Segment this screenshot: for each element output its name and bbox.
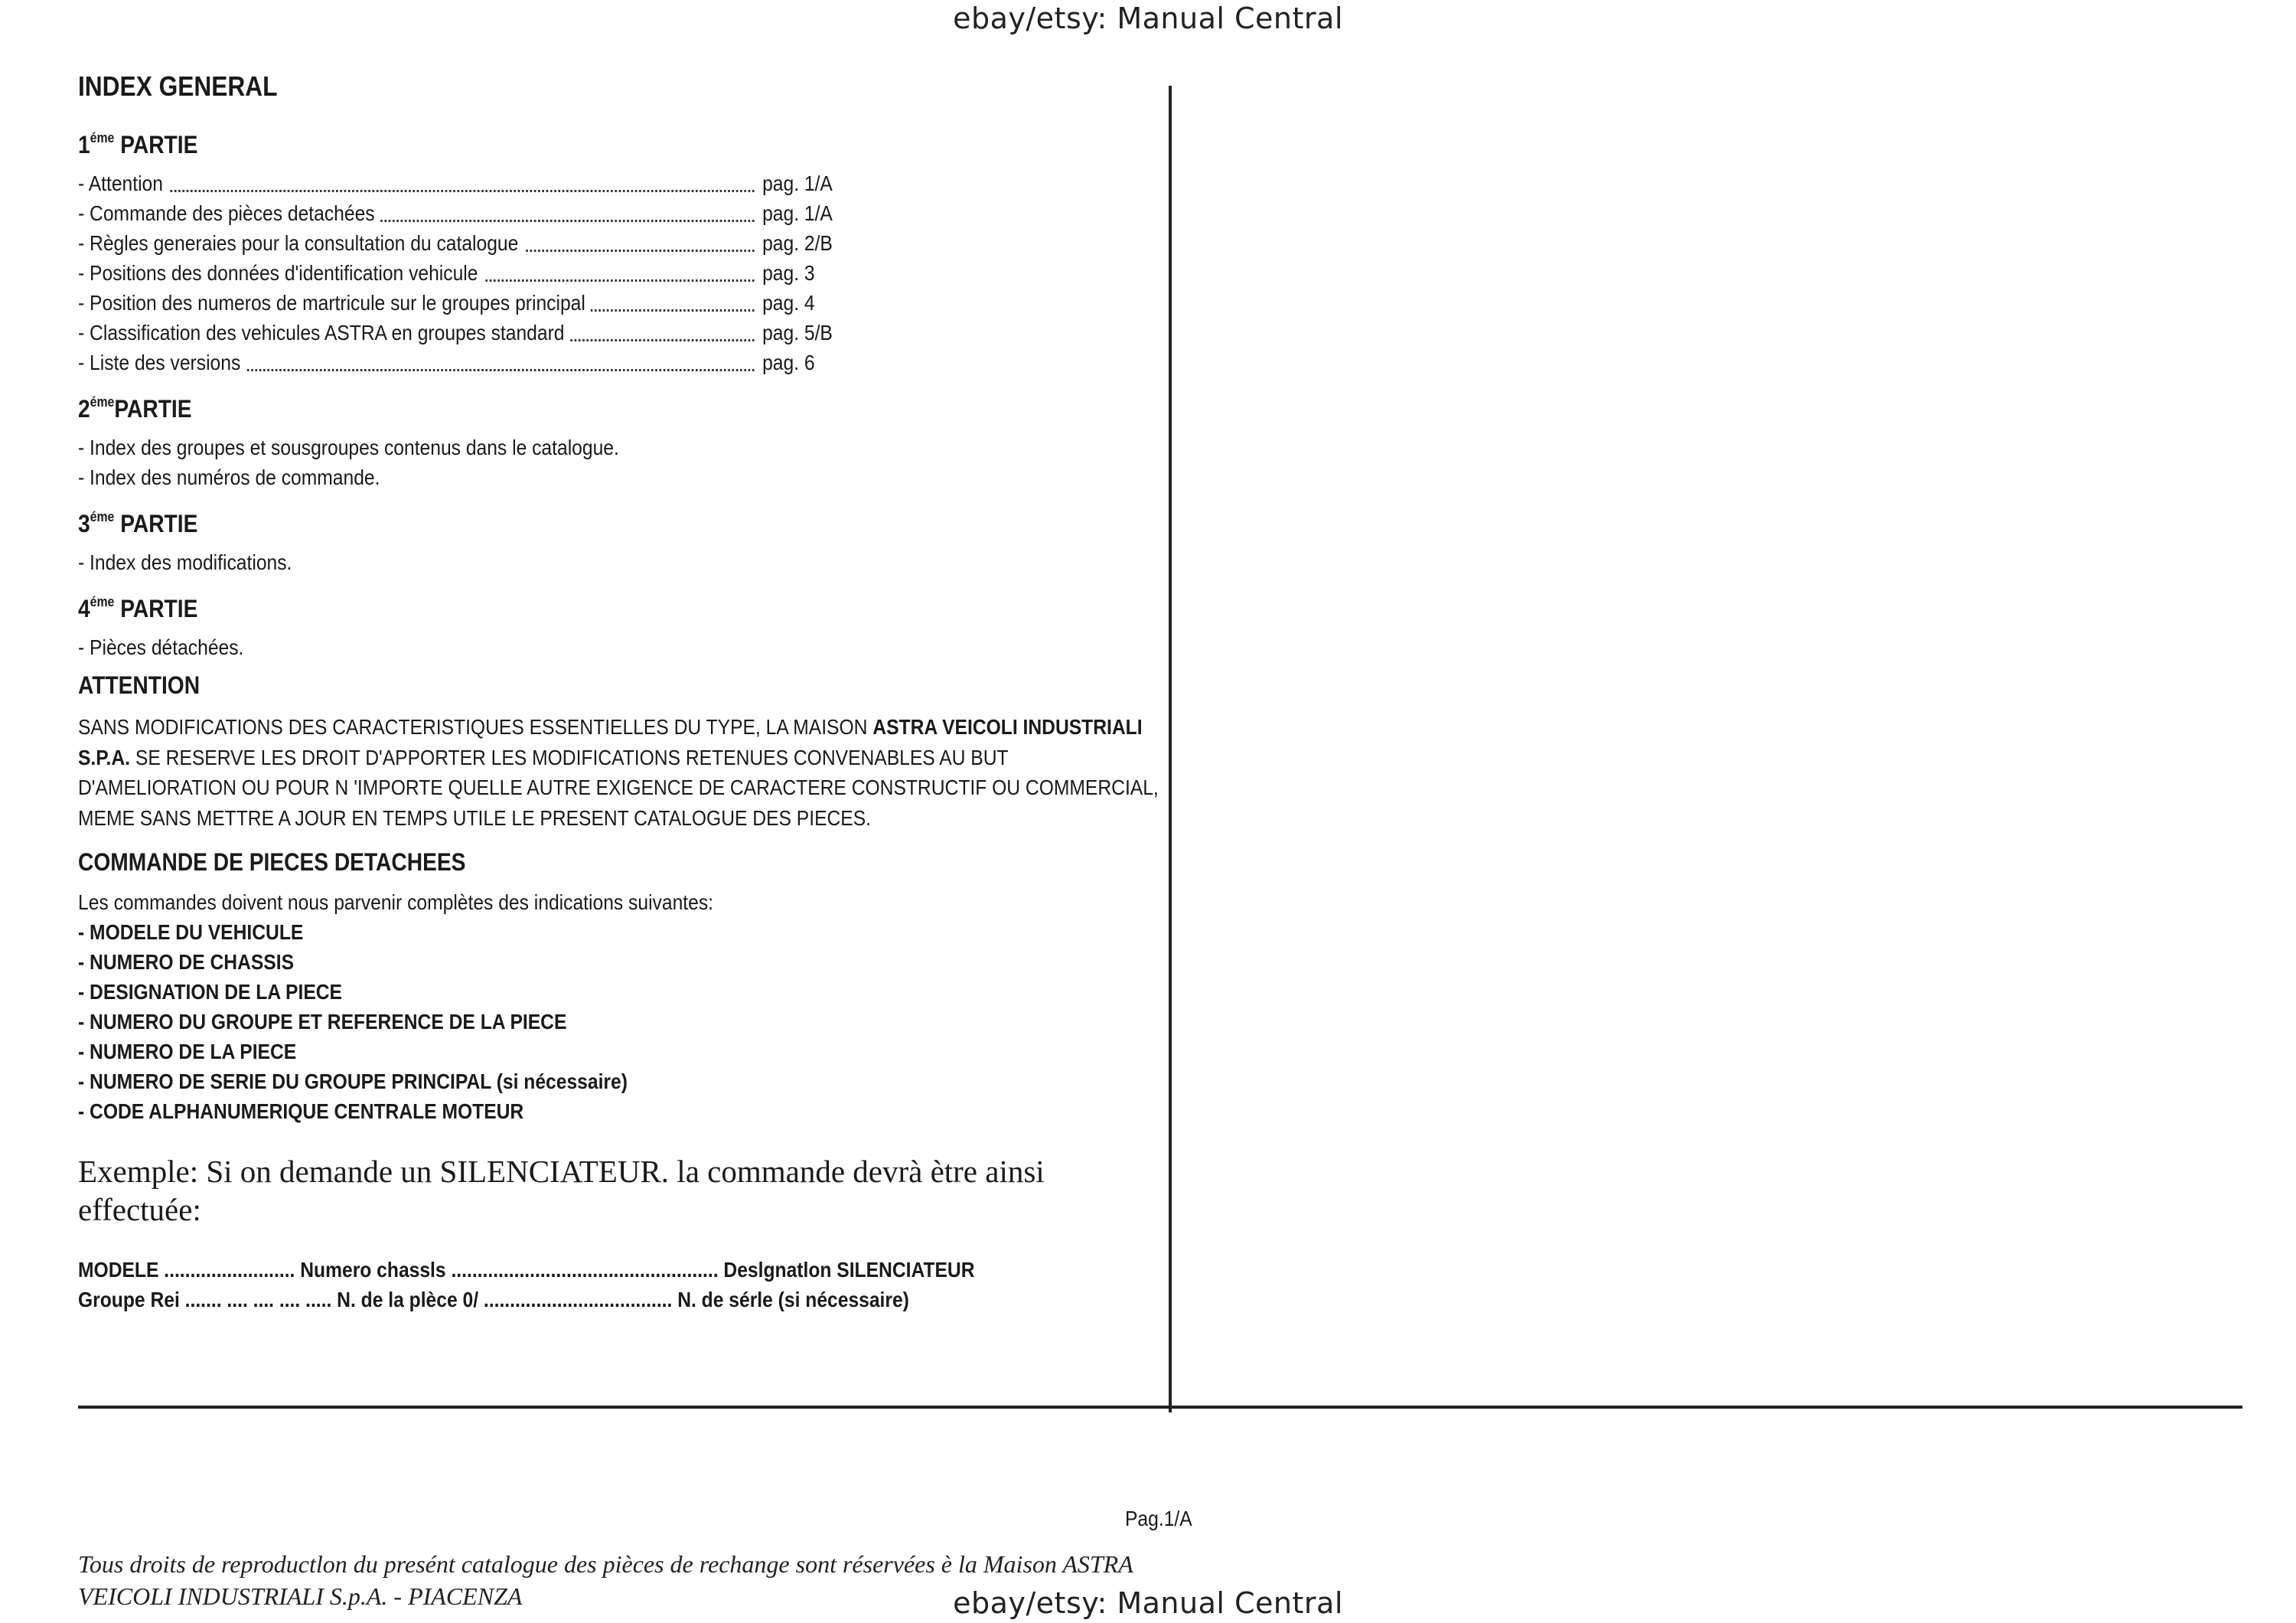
list-item: - NUMERO DU GROUPE ET REFERENCE DE LA PIECE <box>78 1010 567 1034</box>
list-item: - MODELE DU VEHICULE <box>78 920 304 944</box>
page-number: Pag.1/A <box>1125 1507 1192 1530</box>
toc-item: - Règles generaies pour la consultation du catalogue pag. 2/B <box>78 228 846 258</box>
part-4-list <box>78 632 1150 662</box>
horizontal-divider <box>78 1406 2242 1409</box>
toc-item: - Attention pag. 1/A <box>78 168 846 198</box>
attention-heading: ATTENTION <box>78 671 201 699</box>
form-line-modele: MODELE ......................... Numero chassls ................................................... Deslgnatlon SILENCIATEUR <box>78 1258 975 1282</box>
copyright-notice: Tous droits de reproductlon du presént catalogue des pièces de rechange sont réservées è la Maison ASTRA VEICOLI INDUSTRIALI S.p.A. - PIACENZA <box>78 1550 1133 1610</box>
toc-item: - Position des numeros de martricule sur le groupes principal pag. 4 <box>78 288 846 318</box>
commande-list <box>78 917 1150 1126</box>
list-item: - Index des numéros de commande. <box>78 465 380 489</box>
part-2-list <box>78 433 1150 492</box>
part-1-heading: $1^{éme}$ PARTIE <box>78 130 198 158</box>
list-item: - Index des modifications. <box>78 550 292 574</box>
example-text: Exemple: Si on demande un SILENCIATEUR. la commande devrà ètre ainsi effectuée: <box>78 1154 1045 1227</box>
index-title: INDEX GENERAL <box>78 70 278 102</box>
list-item: - DESIGNATION DE LA PIECE <box>78 980 342 1004</box>
commande-intro <box>78 887 1150 917</box>
part-4-heading: $4^{éme}$ PARTIE <box>78 594 198 622</box>
list-item: - NUMERO DE CHASSIS <box>78 950 295 974</box>
list-item: - CODE ALPHANUMERIQUE CENTRALE MOTEUR <box>78 1099 524 1123</box>
form-line-groupe: Groupe Rei ....... .... .... .... ..... N. de la plèce 0/ .................................... N. de sérle (si nécessaire) <box>78 1288 909 1311</box>
vertical-divider <box>1169 86 1172 1412</box>
index-column <box>78 70 1159 1314</box>
watermark-top: ebay/etsy: Manual Central <box>953 2 1343 35</box>
part-3-list <box>78 547 1150 577</box>
part-1-toc <box>78 168 1150 377</box>
list-item: - Pièces détachées. <box>78 635 244 659</box>
commande-heading: COMMANDE DE PIECES DETACHEES <box>78 848 466 876</box>
watermark-bottom: ebay/etsy: Manual Central <box>953 1586 1343 1620</box>
list-item: - NUMERO DE LA PIECE <box>78 1040 297 1063</box>
commande-intro-text: Les commandes doivent nous parvenir complètes des indications suivantes: <box>78 890 714 914</box>
attention-text: SANS MODIFICATIONS DES CARACTERISTIQUES ESSENTIELLES DU TYPE, LA MAISON ASTRA VEICOLI INDUSTRIALI S.P.A. SE RESERVE LES DROIT D'APPORTER LES MODIFICATIONS RETENUES CONVENABLES AU BUT D'AMELIORATION OU POUR N 'IMPORTE QUELLE AUTRE EXIGENCE DE CARACTERE CONSTRUCTIF OU COMMERCIAL, MEME SANS METTRE A JOUR EN TEMPS UTILE LE PRESENT CATALOGUE DES PIECES. <box>78 715 1159 830</box>
list-item: - Index des groupes et sousgroupes contenus dans le catalogue. <box>78 436 619 459</box>
list-item: - NUMERO DE SERIE DU GROUPE PRINCIPAL (si nécessaire) <box>78 1069 628 1093</box>
toc-item: - Commande des pièces detachées pag. 1/A <box>78 198 846 228</box>
toc-item: - Positions des données d'identification vehicule pag. 3 <box>78 258 846 288</box>
part-3-heading: $3^{éme}$ PARTIE <box>78 509 198 537</box>
toc-item: - Liste des versions pag. 6 <box>78 348 846 377</box>
part-2-heading: $2^{éme}PARTIE$ <box>78 394 192 423</box>
toc-item: - Classification des vehicules ASTRA en groupes standard pag. 5/B <box>78 318 846 348</box>
